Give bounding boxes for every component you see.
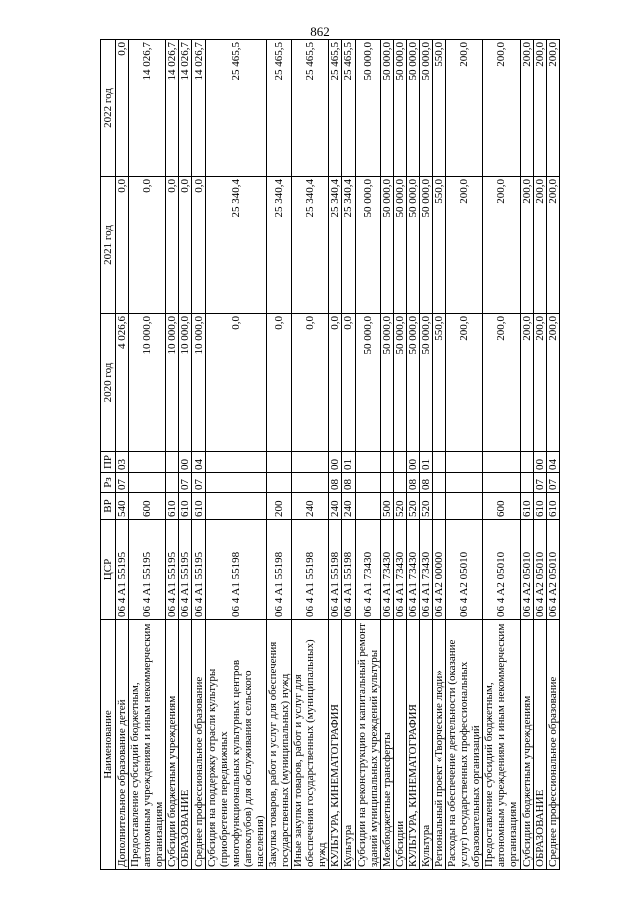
cell-2022: 14 026,7 — [129, 40, 166, 177]
cell-pr: 01 — [342, 452, 355, 473]
cell-pr — [292, 452, 329, 473]
cell-vr: 240 — [292, 493, 329, 520]
header-2021: 2021 год — [101, 177, 116, 314]
table-row — [166, 40, 179, 870]
cell-2020: 50 000,0 — [419, 314, 432, 452]
cell-csr: 06 4 A1 73430 — [355, 520, 380, 620]
header-pr: ПР — [101, 452, 116, 473]
cell-2022: 25 465,5 — [342, 40, 355, 177]
cell-name: Межбюджетные трансферты — [380, 620, 393, 870]
table-row — [380, 40, 393, 870]
cell-2022: 550,0 — [433, 40, 446, 177]
cell-2020: 50 000,0 — [406, 314, 419, 452]
table-row — [205, 40, 266, 870]
cell-name: Иные закупки товаров, работ и услуг для обеспечения государственных (муниципальных) нужд — [292, 620, 329, 870]
cell-2022: 25 465,5 — [266, 40, 291, 177]
cell-vr: 600 — [483, 493, 520, 520]
table-row — [419, 40, 432, 870]
cell-pr — [520, 452, 533, 473]
cell-2021: 200,0 — [483, 177, 520, 314]
cell-rz: 08 — [329, 473, 342, 493]
cell-2020: 10 000,0 — [129, 314, 166, 452]
cell-csr: 06 4 A1 55195 — [129, 520, 166, 620]
header-vr: ВР — [101, 493, 116, 520]
cell-name: КУЛЬТУРА, КИНЕМАТОГРАФИЯ — [406, 620, 419, 870]
cell-2022: 14 026,7 — [192, 40, 205, 177]
cell-rz — [292, 473, 329, 493]
cell-2020: 200,0 — [520, 314, 533, 452]
cell-vr: 520 — [419, 493, 432, 520]
cell-rz — [520, 473, 533, 493]
cell-rz — [483, 473, 520, 493]
cell-2021: 200,0 — [520, 177, 533, 314]
cell-rz: 08 — [342, 473, 355, 493]
cell-2022: 50 000,0 — [419, 40, 432, 177]
cell-2020: 50 000,0 — [355, 314, 380, 452]
cell-vr — [205, 493, 266, 520]
cell-csr: 06 4 A2 05010 — [546, 520, 559, 620]
table-row — [116, 40, 129, 870]
cell-pr: 04 — [192, 452, 205, 473]
cell-pr — [129, 452, 166, 473]
cell-2022: 14 026,7 — [179, 40, 192, 177]
table-row — [406, 40, 419, 870]
header-name: Наименование — [101, 620, 116, 870]
cell-pr — [380, 452, 393, 473]
cell-pr — [393, 452, 406, 473]
cell-pr: 00 — [179, 452, 192, 473]
cell-csr: 06 4 A1 55198 — [292, 520, 329, 620]
cell-pr: 00 — [533, 452, 546, 473]
cell-2021: 25 340,4 — [292, 177, 329, 314]
cell-csr: 06 4 A1 55198 — [329, 520, 342, 620]
cell-vr: 240 — [329, 493, 342, 520]
cell-name: ОБРАЗОВАНИЕ — [179, 620, 192, 870]
cell-pr — [355, 452, 380, 473]
cell-2021: 25 340,4 — [329, 177, 342, 314]
cell-2021: 200,0 — [446, 177, 483, 314]
cell-2021: 0,0 — [116, 177, 129, 314]
cell-2021: 25 340,4 — [205, 177, 266, 314]
cell-csr: 06 4 A2 05010 — [446, 520, 483, 620]
cell-rz: 07 — [116, 473, 129, 493]
cell-pr — [433, 452, 446, 473]
cell-pr: 00 — [406, 452, 419, 473]
table-row — [266, 40, 291, 870]
table-row — [292, 40, 329, 870]
table-row — [192, 40, 205, 870]
cell-csr: 06 4 A2 05010 — [533, 520, 546, 620]
cell-2020: 200,0 — [446, 314, 483, 452]
cell-2021: 0,0 — [179, 177, 192, 314]
cell-2021: 25 340,4 — [342, 177, 355, 314]
cell-name: Предоставление субсидий бюджетным, автономным учреждениям и иным некоммерческим организациям — [483, 620, 520, 870]
cell-vr: 240 — [342, 493, 355, 520]
cell-name: Предоставление субсидий бюджетным, автономным учреждениям и иным некоммерческим организациям — [129, 620, 166, 870]
table-row — [355, 40, 380, 870]
cell-rz — [446, 473, 483, 493]
cell-csr: 06 4 A1 73430 — [380, 520, 393, 620]
cell-name: ОБРАЗОВАНИЕ — [533, 620, 546, 870]
cell-2021: 50 000,0 — [355, 177, 380, 314]
cell-csr: 06 4 A1 73430 — [419, 520, 432, 620]
cell-csr: 06 4 A1 55198 — [205, 520, 266, 620]
cell-name: Субсидии бюджетным учреждениям — [166, 620, 179, 870]
table-header-row — [101, 40, 116, 870]
cell-vr: 610 — [179, 493, 192, 520]
cell-rz: 07 — [533, 473, 546, 493]
cell-2020: 200,0 — [483, 314, 520, 452]
cell-pr — [266, 452, 291, 473]
cell-name: Культура — [342, 620, 355, 870]
cell-name: Среднее профессиональное образование — [192, 620, 205, 870]
cell-csr: 06 4 A1 73430 — [393, 520, 406, 620]
cell-name: Расходы на обеспечение деятельности (оказание услуг) государственных профессиональных образовательных организаций — [446, 620, 483, 870]
cell-rz — [266, 473, 291, 493]
cell-pr: 01 — [419, 452, 432, 473]
cell-csr: 06 4 A1 55195 — [116, 520, 129, 620]
table-row — [483, 40, 520, 870]
cell-2022: 25 465,5 — [292, 40, 329, 177]
cell-rz — [129, 473, 166, 493]
cell-vr: 520 — [406, 493, 419, 520]
cell-rz: 08 — [406, 473, 419, 493]
cell-2021: 50 000,0 — [406, 177, 419, 314]
cell-pr: 00 — [329, 452, 342, 473]
header-2022: 2022 год — [101, 40, 116, 177]
cell-vr: 200 — [266, 493, 291, 520]
cell-2020: 0,0 — [292, 314, 329, 452]
table-row — [129, 40, 166, 870]
cell-2021: 0,0 — [192, 177, 205, 314]
cell-csr: 06 4 A1 55198 — [342, 520, 355, 620]
budget-table — [100, 39, 560, 870]
cell-rz — [205, 473, 266, 493]
cell-2022: 14 026,7 — [166, 40, 179, 177]
cell-vr: 500 — [380, 493, 393, 520]
header-2020: 2020 год — [101, 314, 116, 452]
cell-2020: 0,0 — [329, 314, 342, 452]
cell-name: Субсидия на поддержку отрасли культуры (приобретение передвижных многофункциональных культурных центров (автоклубов) для обслуживания сельского населения) — [205, 620, 266, 870]
cell-2020: 0,0 — [266, 314, 291, 452]
cell-2021: 50 000,0 — [419, 177, 432, 314]
cell-vr: 610 — [520, 493, 533, 520]
cell-2021: 200,0 — [533, 177, 546, 314]
cell-pr — [205, 452, 266, 473]
cell-vr: 520 — [393, 493, 406, 520]
cell-2022: 200,0 — [446, 40, 483, 177]
table-row — [342, 40, 355, 870]
cell-2021: 0,0 — [129, 177, 166, 314]
table-row — [433, 40, 446, 870]
cell-2022: 200,0 — [546, 40, 559, 177]
cell-2022: 200,0 — [483, 40, 520, 177]
cell-2021: 0,0 — [166, 177, 179, 314]
cell-2020: 0,0 — [342, 314, 355, 452]
cell-name: Субсидии на реконструкцию и капитальный ремонт зданий муниципальных учреждений культуры — [355, 620, 380, 870]
cell-2022: 200,0 — [520, 40, 533, 177]
cell-2022: 25 465,5 — [205, 40, 266, 177]
cell-name: Региональный проект «Творческие люди» — [433, 620, 446, 870]
cell-vr: 540 — [116, 493, 129, 520]
cell-2022: 50 000,0 — [393, 40, 406, 177]
table-row — [329, 40, 342, 870]
cell-pr — [166, 452, 179, 473]
cell-pr — [483, 452, 520, 473]
cell-2021: 550,0 — [433, 177, 446, 314]
cell-2020: 10 000,0 — [179, 314, 192, 452]
table-body — [116, 40, 560, 870]
cell-2020: 200,0 — [546, 314, 559, 452]
cell-rz: 07 — [179, 473, 192, 493]
cell-2020: 50 000,0 — [393, 314, 406, 452]
cell-csr: 06 4 A2 05010 — [520, 520, 533, 620]
cell-name: Дополнительное образование детей — [116, 620, 129, 870]
cell-name: Субсидии — [393, 620, 406, 870]
cell-2020: 0,0 — [205, 314, 266, 452]
table-row — [520, 40, 533, 870]
header-csr: ЦСР — [101, 520, 116, 620]
table-row — [546, 40, 559, 870]
cell-rz — [355, 473, 380, 493]
cell-2020: 50 000,0 — [380, 314, 393, 452]
cell-csr: 06 4 A1 73430 — [406, 520, 419, 620]
cell-pr — [446, 452, 483, 473]
cell-vr: 610 — [546, 493, 559, 520]
cell-csr: 06 4 A2 00000 — [433, 520, 446, 620]
cell-rz: 07 — [192, 473, 205, 493]
cell-vr: 610 — [533, 493, 546, 520]
cell-2022: 50 000,0 — [406, 40, 419, 177]
cell-rz: 07 — [546, 473, 559, 493]
cell-vr — [446, 493, 483, 520]
cell-2020: 10 000,0 — [192, 314, 205, 452]
table-row — [179, 40, 192, 870]
cell-rz — [380, 473, 393, 493]
cell-vr: 600 — [129, 493, 166, 520]
cell-name: Закупка товаров, работ и услуг для обеспечения государственных (муниципальных) нужд — [266, 620, 291, 870]
page-number: 862 — [310, 24, 330, 39]
cell-pr: 04 — [546, 452, 559, 473]
rotated-table-container — [100, 40, 560, 870]
cell-2020: 4 026,6 — [116, 314, 129, 452]
cell-rz — [433, 473, 446, 493]
cell-2021: 50 000,0 — [380, 177, 393, 314]
cell-2021: 50 000,0 — [393, 177, 406, 314]
table-row — [533, 40, 546, 870]
cell-name: КУЛЬТУРА, КИНЕМАТОГРАФИЯ — [329, 620, 342, 870]
table-row — [393, 40, 406, 870]
cell-2022: 50 000,0 — [380, 40, 393, 177]
cell-2020: 10 000,0 — [166, 314, 179, 452]
cell-2022: 50 000,0 — [355, 40, 380, 177]
cell-2022: 0,0 — [116, 40, 129, 177]
cell-name: Субсидии бюджетным учреждениям — [520, 620, 533, 870]
cell-vr — [355, 493, 380, 520]
cell-csr: 06 4 A1 55195 — [179, 520, 192, 620]
cell-pr: 03 — [116, 452, 129, 473]
cell-csr: 06 4 A1 55195 — [192, 520, 205, 620]
cell-2021: 25 340,4 — [266, 177, 291, 314]
cell-csr: 06 4 A1 55195 — [166, 520, 179, 620]
cell-vr: 610 — [166, 493, 179, 520]
cell-2020: 550,0 — [433, 314, 446, 452]
table-row — [446, 40, 483, 870]
cell-csr: 06 4 A1 55198 — [266, 520, 291, 620]
cell-rz — [393, 473, 406, 493]
cell-2022: 25 465,5 — [329, 40, 342, 177]
header-rz: Рз — [101, 473, 116, 493]
cell-rz: 08 — [419, 473, 432, 493]
cell-2021: 200,0 — [546, 177, 559, 314]
cell-rz — [166, 473, 179, 493]
cell-name: Среднее профессиональное образование — [546, 620, 559, 870]
cell-name: Культура — [419, 620, 432, 870]
cell-vr — [433, 493, 446, 520]
cell-csr: 06 4 A2 05010 — [483, 520, 520, 620]
cell-2022: 200,0 — [533, 40, 546, 177]
cell-2020: 200,0 — [533, 314, 546, 452]
cell-vr: 610 — [192, 493, 205, 520]
